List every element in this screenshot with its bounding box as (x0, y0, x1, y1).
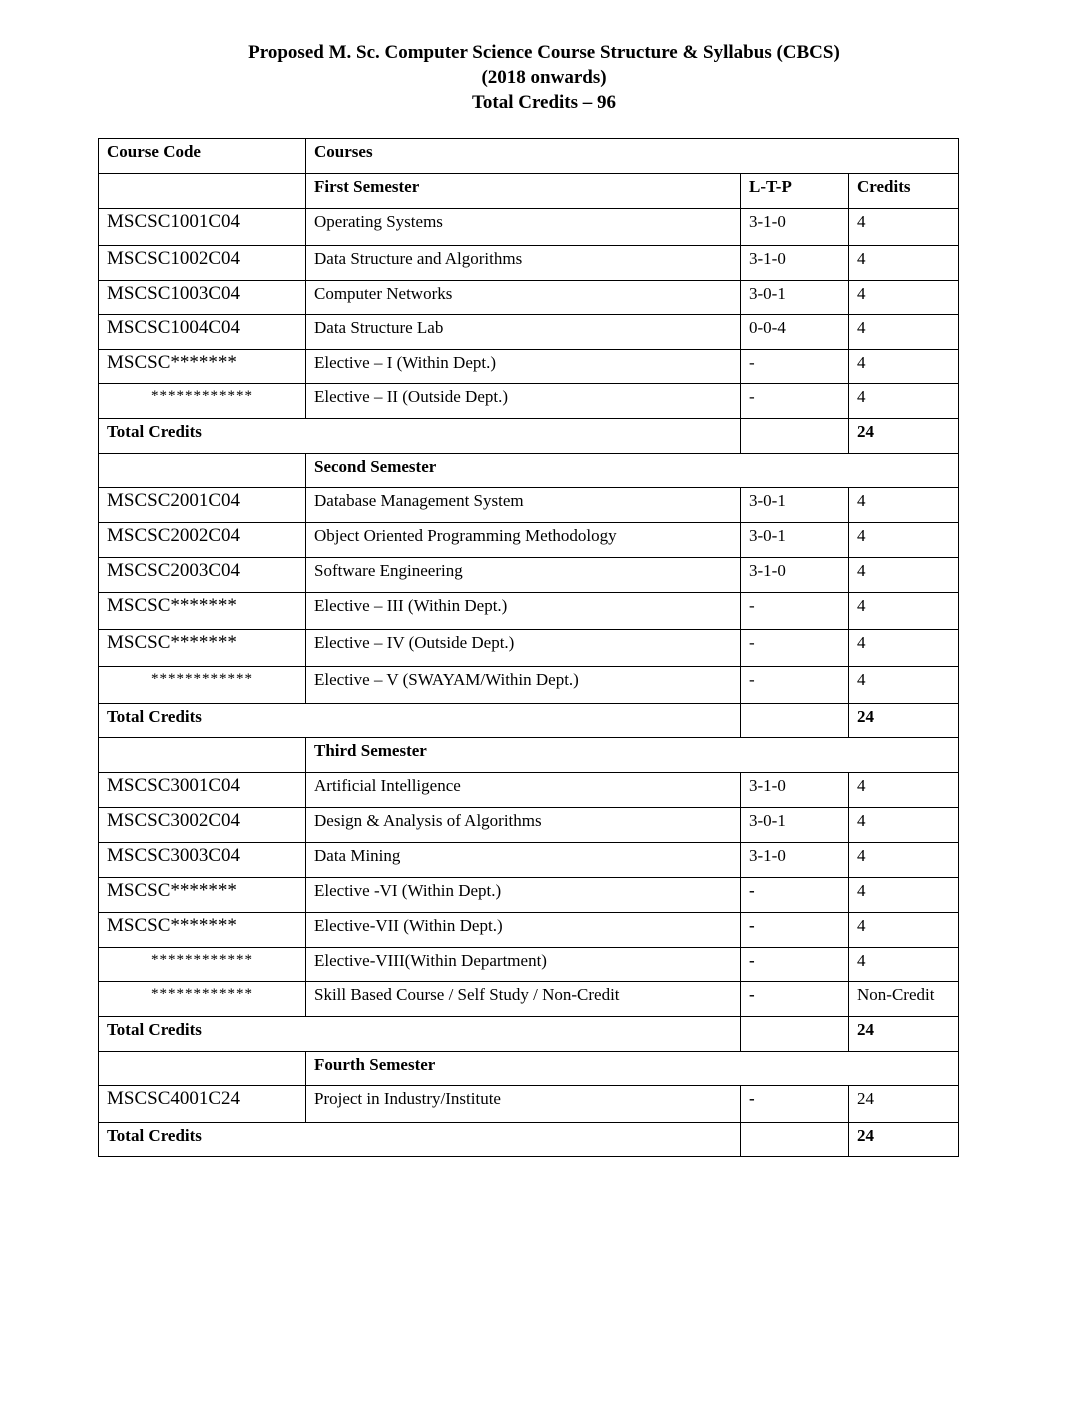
semester-title: Second Semester (306, 454, 959, 488)
course-row (99, 315, 959, 350)
course-credits: 4 (849, 808, 959, 843)
course-code: MSCSC4001C24 (99, 1086, 306, 1123)
heading-title: Proposed M. Sc. Computer Science Course Structure & Syllabus (CBCS) (248, 42, 840, 63)
course-credits: 4 (849, 350, 959, 384)
course-name: Elective -VI (Within Dept.) (306, 878, 741, 913)
course-row (99, 558, 959, 593)
course-credits: 4 (849, 913, 959, 948)
course-credits: 4 (849, 315, 959, 350)
course-credits: 4 (849, 878, 959, 913)
course-code: ************ (99, 667, 306, 704)
course-name: Design & Analysis of Algorithms (306, 808, 741, 843)
total-credits-row (99, 1123, 959, 1157)
semester-code-blank (99, 1052, 306, 1086)
total-ltp-blank (741, 1123, 849, 1157)
course-ltp: - (741, 384, 849, 419)
course-ltp: - (741, 593, 849, 630)
course-name: Elective – III (Within Dept.) (306, 593, 741, 630)
total-ltp-blank (741, 1017, 849, 1052)
total-credits-value: 24 (849, 1017, 959, 1052)
course-structure-table (98, 138, 959, 1157)
course-row (99, 593, 959, 630)
course-credits: 4 (849, 593, 959, 630)
course-row (99, 913, 959, 948)
course-credits: 4 (849, 281, 959, 315)
course-ltp: - (741, 878, 849, 913)
course-row (99, 808, 959, 843)
course-code: MSCSC******* (99, 350, 306, 384)
course-row (99, 630, 959, 667)
course-name: Elective-VIII(Within Department) (306, 948, 741, 982)
course-row (99, 982, 959, 1017)
course-ltp: 3-0-1 (741, 281, 849, 315)
total-credits-label: Total Credits (99, 1123, 741, 1157)
total-credits-row (99, 704, 959, 738)
course-code: MSCSC3002C04 (99, 808, 306, 843)
course-name: Object Oriented Programming Methodology (306, 523, 741, 558)
course-name: Elective – I (Within Dept.) (306, 350, 741, 384)
course-name: Computer Networks (306, 281, 741, 315)
course-ltp: 3-0-1 (741, 523, 849, 558)
course-row (99, 1086, 959, 1123)
course-code: MSCSC2001C04 (99, 488, 306, 523)
course-credits: 4 (849, 843, 959, 878)
course-row (99, 948, 959, 982)
course-ltp: 3-1-0 (741, 843, 849, 878)
course-ltp: - (741, 913, 849, 948)
total-credits-label: Total Credits (99, 704, 741, 738)
semester-code-blank (99, 454, 306, 488)
course-name: Skill Based Course / Self Study / Non-Credit (306, 982, 741, 1017)
course-name: Project in Industry/Institute (306, 1086, 741, 1123)
course-ltp: 3-1-0 (741, 773, 849, 808)
course-code: MSCSC1004C04 (99, 315, 306, 350)
header-courses: Courses (306, 139, 959, 174)
total-credits-value: 24 (849, 1123, 959, 1157)
course-row (99, 667, 959, 704)
course-credits: 4 (849, 246, 959, 281)
course-code: MSCSC1002C04 (99, 246, 306, 281)
course-name: Elective – V (SWAYAM/Within Dept.) (306, 667, 741, 704)
course-credits: Non-Credit (849, 982, 959, 1017)
course-code: MSCSC******* (99, 593, 306, 630)
course-code: MSCSC******* (99, 913, 306, 948)
total-credits-value: 24 (849, 419, 959, 454)
course-row (99, 843, 959, 878)
course-row (99, 281, 959, 315)
course-row (99, 878, 959, 913)
course-credits: 4 (849, 523, 959, 558)
course-ltp: - (741, 948, 849, 982)
course-ltp: - (741, 667, 849, 704)
total-credits-label: Total Credits (99, 1017, 741, 1052)
heading-years: (2018 onwards) (481, 67, 607, 88)
course-name: Operating Systems (306, 209, 741, 246)
course-credits: 4 (849, 667, 959, 704)
course-name: Artificial Intelligence (306, 773, 741, 808)
course-credits: 4 (849, 773, 959, 808)
course-code: MSCSC3003C04 (99, 843, 306, 878)
course-code: MSCSC2002C04 (99, 523, 306, 558)
course-row (99, 773, 959, 808)
course-ltp: 3-0-1 (741, 808, 849, 843)
course-name: Elective-VII (Within Dept.) (306, 913, 741, 948)
course-code: MSCSC3001C04 (99, 773, 306, 808)
course-ltp: 3-0-1 (741, 488, 849, 523)
semester-title-row (99, 454, 959, 488)
total-credits-row (99, 1017, 959, 1052)
course-name: Data Mining (306, 843, 741, 878)
credits-column-label: Credits (849, 174, 959, 209)
course-ltp: 3-1-0 (741, 246, 849, 281)
course-code: MSCSC******* (99, 630, 306, 667)
course-ltp: - (741, 982, 849, 1017)
course-credits: 4 (849, 948, 959, 982)
course-ltp: - (741, 630, 849, 667)
course-name: Data Structure Lab (306, 315, 741, 350)
header-course-code: Course Code (99, 139, 306, 174)
semester-title-row (99, 174, 959, 209)
total-ltp-blank (741, 419, 849, 454)
course-code: MSCSC******* (99, 878, 306, 913)
heading-total-credits: Total Credits – 96 (471, 92, 617, 113)
course-credits: 4 (849, 384, 959, 419)
course-name: Elective – II (Outside Dept.) (306, 384, 741, 419)
course-name: Data Structure and Algorithms (306, 246, 741, 281)
course-code: MSCSC1001C04 (99, 209, 306, 246)
semester-title: First Semester (306, 174, 741, 209)
course-row (99, 209, 959, 246)
course-ltp: - (741, 350, 849, 384)
course-ltp: 0-0-4 (741, 315, 849, 350)
ltp-column-label: L-T-P (741, 174, 849, 209)
course-row (99, 488, 959, 523)
course-row (99, 384, 959, 419)
course-code: ************ (99, 982, 306, 1017)
course-ltp: 3-1-0 (741, 209, 849, 246)
course-credits: 4 (849, 209, 959, 246)
semester-title: Third Semester (306, 738, 959, 773)
course-credits: 4 (849, 630, 959, 667)
semester-title-row (99, 1052, 959, 1086)
course-row (99, 523, 959, 558)
course-row (99, 350, 959, 384)
semester-title: Fourth Semester (306, 1052, 959, 1086)
total-credits-value: 24 (849, 704, 959, 738)
total-credits-row (99, 419, 959, 454)
course-ltp: - (741, 1086, 849, 1123)
course-ltp: 3-1-0 (741, 558, 849, 593)
total-credits-label: Total Credits (99, 419, 741, 454)
semester-code-blank (99, 738, 306, 773)
course-name: Elective – IV (Outside Dept.) (306, 630, 741, 667)
semester-code-blank (99, 174, 306, 209)
course-code: MSCSC2003C04 (99, 558, 306, 593)
course-credits: 4 (849, 488, 959, 523)
course-code: ************ (99, 384, 306, 419)
course-credits: 4 (849, 558, 959, 593)
course-name: Software Engineering (306, 558, 741, 593)
document-heading (0, 40, 1088, 115)
semester-title-row (99, 738, 959, 773)
course-credits: 24 (849, 1086, 959, 1123)
course-code: ************ (99, 948, 306, 982)
course-name: Database Management System (306, 488, 741, 523)
course-code: MSCSC1003C04 (99, 281, 306, 315)
total-ltp-blank (741, 704, 849, 738)
course-row (99, 246, 959, 281)
table-header-row (99, 139, 959, 174)
